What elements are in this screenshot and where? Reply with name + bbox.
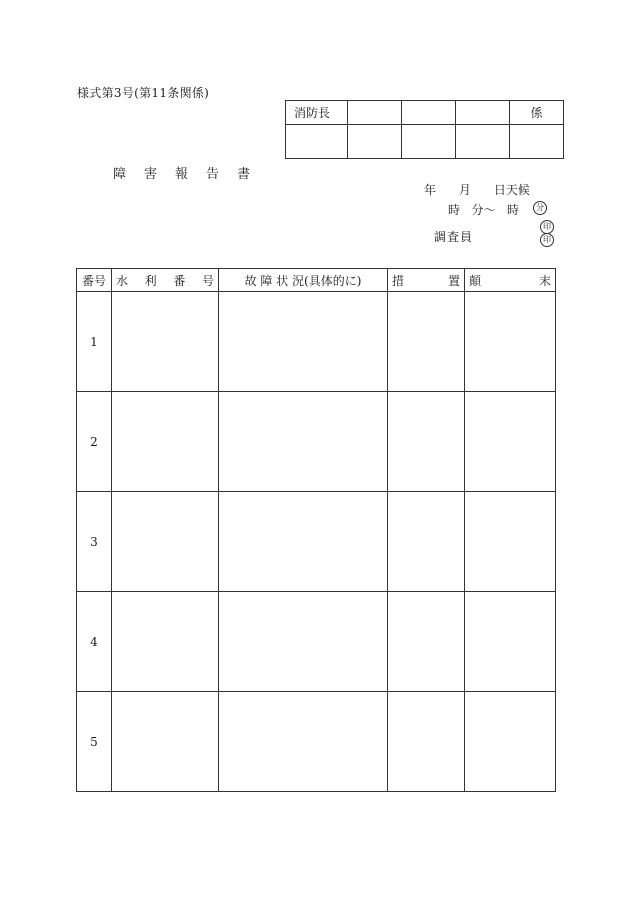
approval-header-cell [348, 101, 402, 125]
approval-stamp-cell[interactable] [510, 125, 564, 159]
measure-cell[interactable] [388, 592, 465, 692]
measure-cell[interactable] [388, 292, 465, 392]
date-weather-line [424, 181, 530, 198]
header-char: 顛 [469, 273, 482, 288]
approval-stamp-cell[interactable] [402, 125, 456, 159]
measure-cell[interactable] [388, 692, 465, 792]
row-number: 4 [77, 592, 112, 692]
approval-stamp-table [285, 100, 564, 159]
header-char: 号 [201, 273, 214, 288]
hydrant-number-cell[interactable] [112, 292, 219, 392]
details-cell[interactable] [465, 692, 556, 792]
hydrant-number-cell[interactable] [112, 392, 219, 492]
details-cell[interactable] [465, 592, 556, 692]
minute-circled-label: 分 [533, 201, 547, 215]
seal-mark-icon: 印 [540, 220, 554, 234]
time-line [448, 201, 530, 218]
document-title: 障害報告書 [113, 167, 269, 182]
header-char: 置 [447, 273, 460, 288]
failure-status-cell[interactable] [219, 392, 388, 492]
approval-stamp-cell[interactable] [456, 125, 510, 159]
header-char: 利 [144, 273, 157, 288]
failure-status-cell[interactable] [219, 492, 388, 592]
header-measure [388, 269, 465, 292]
measure-cell[interactable] [388, 392, 465, 492]
header-number: 番号 [77, 269, 112, 292]
hour-end-label: 時 [506, 203, 519, 217]
approval-chief-label: 消防長 [286, 101, 348, 125]
hydrant-number-cell[interactable] [112, 492, 219, 592]
approval-stamp-cell[interactable] [348, 125, 402, 159]
row-number: 2 [77, 392, 112, 492]
row-number: 5 [77, 692, 112, 792]
row-number: 3 [77, 492, 112, 592]
header-char: 番 [173, 273, 186, 288]
measure-cell[interactable] [388, 492, 465, 592]
seal-mark-icon: 印 [540, 233, 554, 247]
header-details [465, 269, 556, 292]
failure-status-cell[interactable] [219, 692, 388, 792]
failure-report-table [76, 268, 556, 792]
details-cell[interactable] [465, 492, 556, 592]
header-hydrant-number [112, 269, 219, 292]
header-char: 末 [538, 273, 551, 288]
header-failure-status: 故 障 状 況(具体的に) [219, 269, 388, 292]
failure-status-cell[interactable] [219, 292, 388, 392]
hour-start-label: 時 [448, 203, 461, 217]
details-cell[interactable] [465, 392, 556, 492]
header-char: 水 [116, 273, 129, 288]
inspector-label: 調査員 [434, 230, 474, 244]
hydrant-number-cell[interactable] [112, 692, 219, 792]
month-label: 月 [458, 183, 471, 197]
minute-range-label: 分〜 [471, 203, 496, 217]
row-number: 1 [77, 292, 112, 392]
year-label: 年 [424, 183, 437, 197]
approval-header-cell [402, 101, 456, 125]
form-number: 様式第3号(第11条関係) [77, 86, 210, 100]
approval-stamp-cell[interactable] [286, 125, 348, 159]
failure-status-cell[interactable] [219, 592, 388, 692]
header-char: 措 [392, 273, 405, 288]
day-weather-label: 日天候 [493, 183, 530, 197]
approval-header-cell [456, 101, 510, 125]
approval-staff-label: 係 [510, 101, 564, 125]
details-cell[interactable] [465, 292, 556, 392]
hydrant-number-cell[interactable] [112, 592, 219, 692]
